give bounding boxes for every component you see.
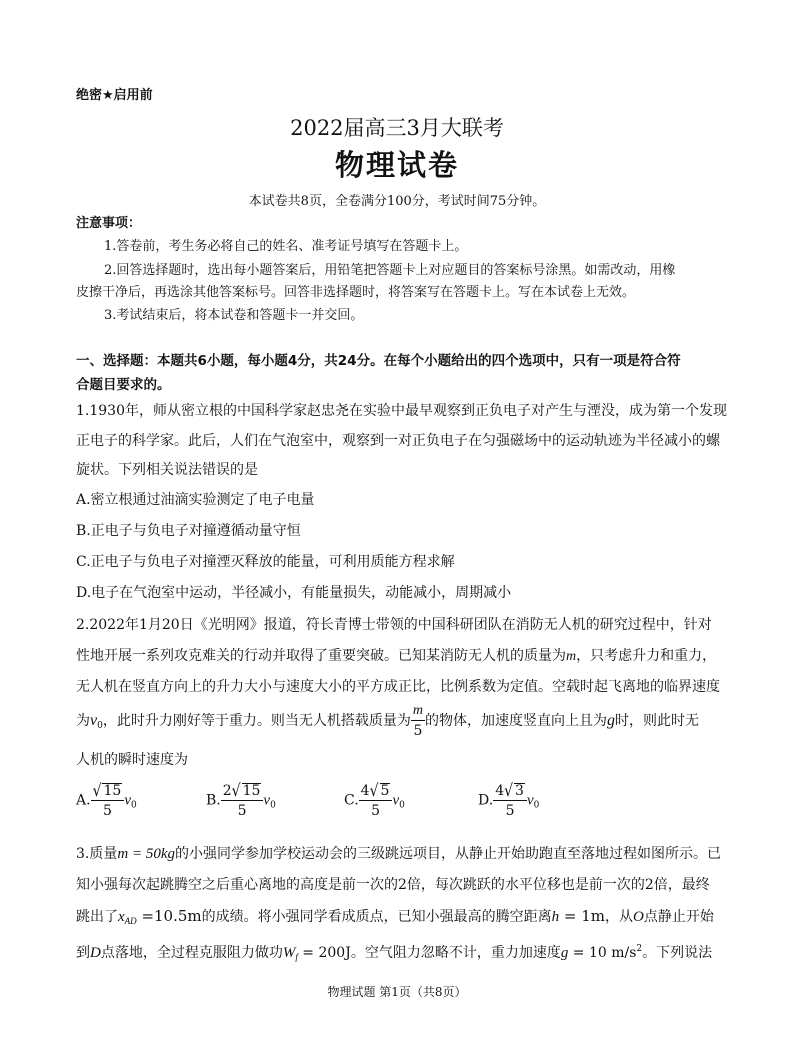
q2-option-d-var: v [526,792,534,809]
q2-option-d-fraction [493,783,527,818]
q3-line-4 [76,942,712,962]
q2-option-d-sub: 0 [533,800,540,811]
q2-option-c-label: C. [344,792,359,809]
q3-x-value: =10.5m [136,907,202,925]
exam-info: 本试卷共8页，全卷满分100分，考试时间75分钟。 [248,194,546,209]
q2-option-a-label: A. [76,792,91,809]
q2-option-c-fraction [359,783,393,818]
note-item-2-cont: 皮擦干净后，再选涂其他答案标号。回答非选择题时，将答案写在答题卡上。写在本试卷上无效。 [76,285,636,300]
q2-line-4 [76,704,699,738]
q3-mass-equation: m = 50kg [117,846,175,862]
q2-option-b-denominator: 5 [237,803,247,819]
q1-line-3: 旋状。下列相关说法错误的是 [76,462,258,478]
q3-x-sub: AD [124,916,137,926]
q2-v-sub: 0 [97,721,103,731]
q3-line-1-text-b: 的小强同学参加学校运动会的三级跳远项目，从静止开始助跑直至落地过程如图所示。已 [174,846,721,862]
q2-fraction-numerator: m [411,704,425,721]
q2-option-b-label: B. [206,792,221,809]
q2-option-d-denominator: 5 [505,803,515,819]
sqrt-icon: √ [369,781,379,801]
q3-line-4-text-a: 到 [76,945,90,961]
q2-option-c-radicand: 5 [380,783,390,799]
q2-mass-fraction [411,704,425,738]
q3-point-d: D [90,945,101,961]
q2-option-d-radicand: 3 [515,783,524,799]
sqrt-icon: √ [92,781,102,801]
q2-fraction-denominator: 5 [413,723,423,739]
q2-line-4-text-b: 的物体，加速度竖直向上且为 [424,713,607,729]
note-item-1: 1.答卷前，考生务必将自己的姓名、准考证号填写在答题卡上。 [104,239,468,254]
q2-option-a-numerator [91,783,125,801]
q3-h-symbol: h [551,909,560,925]
q2-option-a-denominator: 5 [102,803,112,819]
page-footer: 物理试题 第1页（共8页） [327,985,467,999]
q2-option-b-numerator [221,783,264,801]
q2-option-d [478,783,539,818]
q3-line-1 [76,843,721,863]
q2-option-c-numerator [359,783,393,801]
q2-line-4-text-a: ，此时升力刚好等于重力。则当无人机搭载质量为 [102,713,411,729]
q3-line-3-text-c: ，从 [605,909,634,925]
q3-line-3 [76,906,714,926]
q3-line-2: 知小强每次起跳腾空之后重心离地的高度是前一次的2倍，每次跳跃的水平位移也是前一次的2倍，最终 [76,877,710,893]
q3-g-sup: 2 [636,944,643,954]
q2-option-a-fraction [91,783,125,818]
q2-line-5: 人机的瞬时速度为 [76,752,188,768]
note-item-3: 3.考试结束后，将本试卷和答题卡一并交回。 [104,308,364,323]
q1-option-d: D.电子在气泡室中运动，半径减小，有能量损失，动能减小，周期减小 [76,585,512,601]
q2-line-2 [76,645,716,665]
q2-v-symbol: v [90,712,98,729]
q3-w-sub: f [295,952,298,962]
q3-line-3-text-a: 跳出了 [76,909,118,925]
q2-option-b [206,783,276,818]
notes-title: 注意事项： [76,216,142,231]
q1-option-c: C.正电子与负电子对撞湮灭释放的能量，可利用质能方程求解 [76,554,455,570]
exam-name: 2022届高三3月大联考 [290,116,504,140]
q2-line-1: 2.2022年1月20日《光明网》报道，符长青博士带领的中国科研团队在消防无人机的研究过程中，针对 [76,617,712,633]
q3-h-value: = 1m [559,907,606,925]
q2-option-b-radicand: 15 [242,783,261,799]
q3-g-symbol: g [560,945,569,961]
q2-line-3: 无人机在竖直方向上的升力大小与速度大小的平方成正比，比例系数为定值。空载时起飞离地的临界速度 [76,679,720,695]
q2-option-c-denominator: 5 [371,803,381,819]
sqrt-icon: √ [504,781,514,801]
q2-option-b-sub: 0 [270,800,276,811]
q2-option-b-fraction [221,783,264,818]
q2-line-2-text-a: 性地开展一系列攻克难关的行动并取得了重要突破。已知某消防无人机的质量为 [76,648,566,664]
q2-option-a-sub: 0 [130,800,137,811]
q3-line-3-text-b: 的成绩。将小强同学看成质点，已知小强最高的腾空距离 [201,909,552,925]
q3-point-o: O [633,909,644,925]
q2-option-d-coef: 4 [495,783,505,799]
secret-mark: 绝密★启用前 [76,88,153,103]
q3-line-1-text-a: 3.质量 [76,846,118,862]
q3-line-4-text-c: 。空气阻力忽略不计，重力加速度 [350,945,561,961]
section-heading-line-1: 一、选择题：本题共6小题，每小题4分，共24分。在每个小题给出的四个选项中，只有一项是符合符 [76,353,681,369]
q2-option-c-sub: 0 [399,800,405,811]
q1-option-b: B.正电子与负电子对撞遵循动量守恒 [76,523,301,539]
q3-w-symbol: W [282,945,296,961]
q2-option-d-numerator [493,783,527,801]
q2-option-b-var: v [263,792,271,809]
q2-option-c-coef: 4 [360,783,370,799]
q2-option-a [76,783,137,818]
q2-option-c [344,783,405,818]
subject-title: 物理试卷 [334,148,459,182]
q3-x-symbol: x [118,909,125,925]
q3-line-4-text-b: 点落地，全过程克服阻力做功 [100,945,283,961]
q2-option-c-var: v [392,792,400,809]
q2-line-4-text-c: 时，则此时无 [614,713,699,729]
q2-option-d-label: D. [478,792,494,809]
q2-mass-symbol: m [566,649,577,664]
q3-line-3-text-d: 点静止开始 [643,909,714,925]
q2-g-symbol: g [606,712,615,729]
q2-option-a-radicand: 15 [103,783,122,799]
q1-option-a: A.密立根通过油滴实验测定了电子电量 [76,492,315,508]
q3-g-value: = 10 m/s [568,945,637,961]
q3-line-4-text-d: 。下列说法 [642,945,713,961]
section-heading-line-2: 合题目要求的。 [76,377,171,393]
q2-option-b-coef: 2 [222,783,232,799]
q2-option-a-var: v [124,792,131,809]
q2-line-2-text-b: ，只考虑升力和重力， [576,648,717,664]
note-item-2: 2.回答选择题时，选出每小题答案后，用铅笔把答题卡上对应题目的答案标号涂黑。如需改动，用橡 [104,263,676,278]
q2-line-4-pre: 为 [76,713,90,729]
q1-line-2: 正电子的科学家。此后，人们在气泡室中，观察到一对正负电子在匀强磁场中的运动轨迹为半径减小的螺 [76,433,720,449]
sqrt-icon: √ [231,781,241,801]
q1-line-1: 1.1930年，师从密立根的中国科学家赵忠尧在实验中最早观察到正负电子对产生与湮没，成为第一个发现 [76,403,727,419]
q3-w-value: = 200J [297,945,351,961]
